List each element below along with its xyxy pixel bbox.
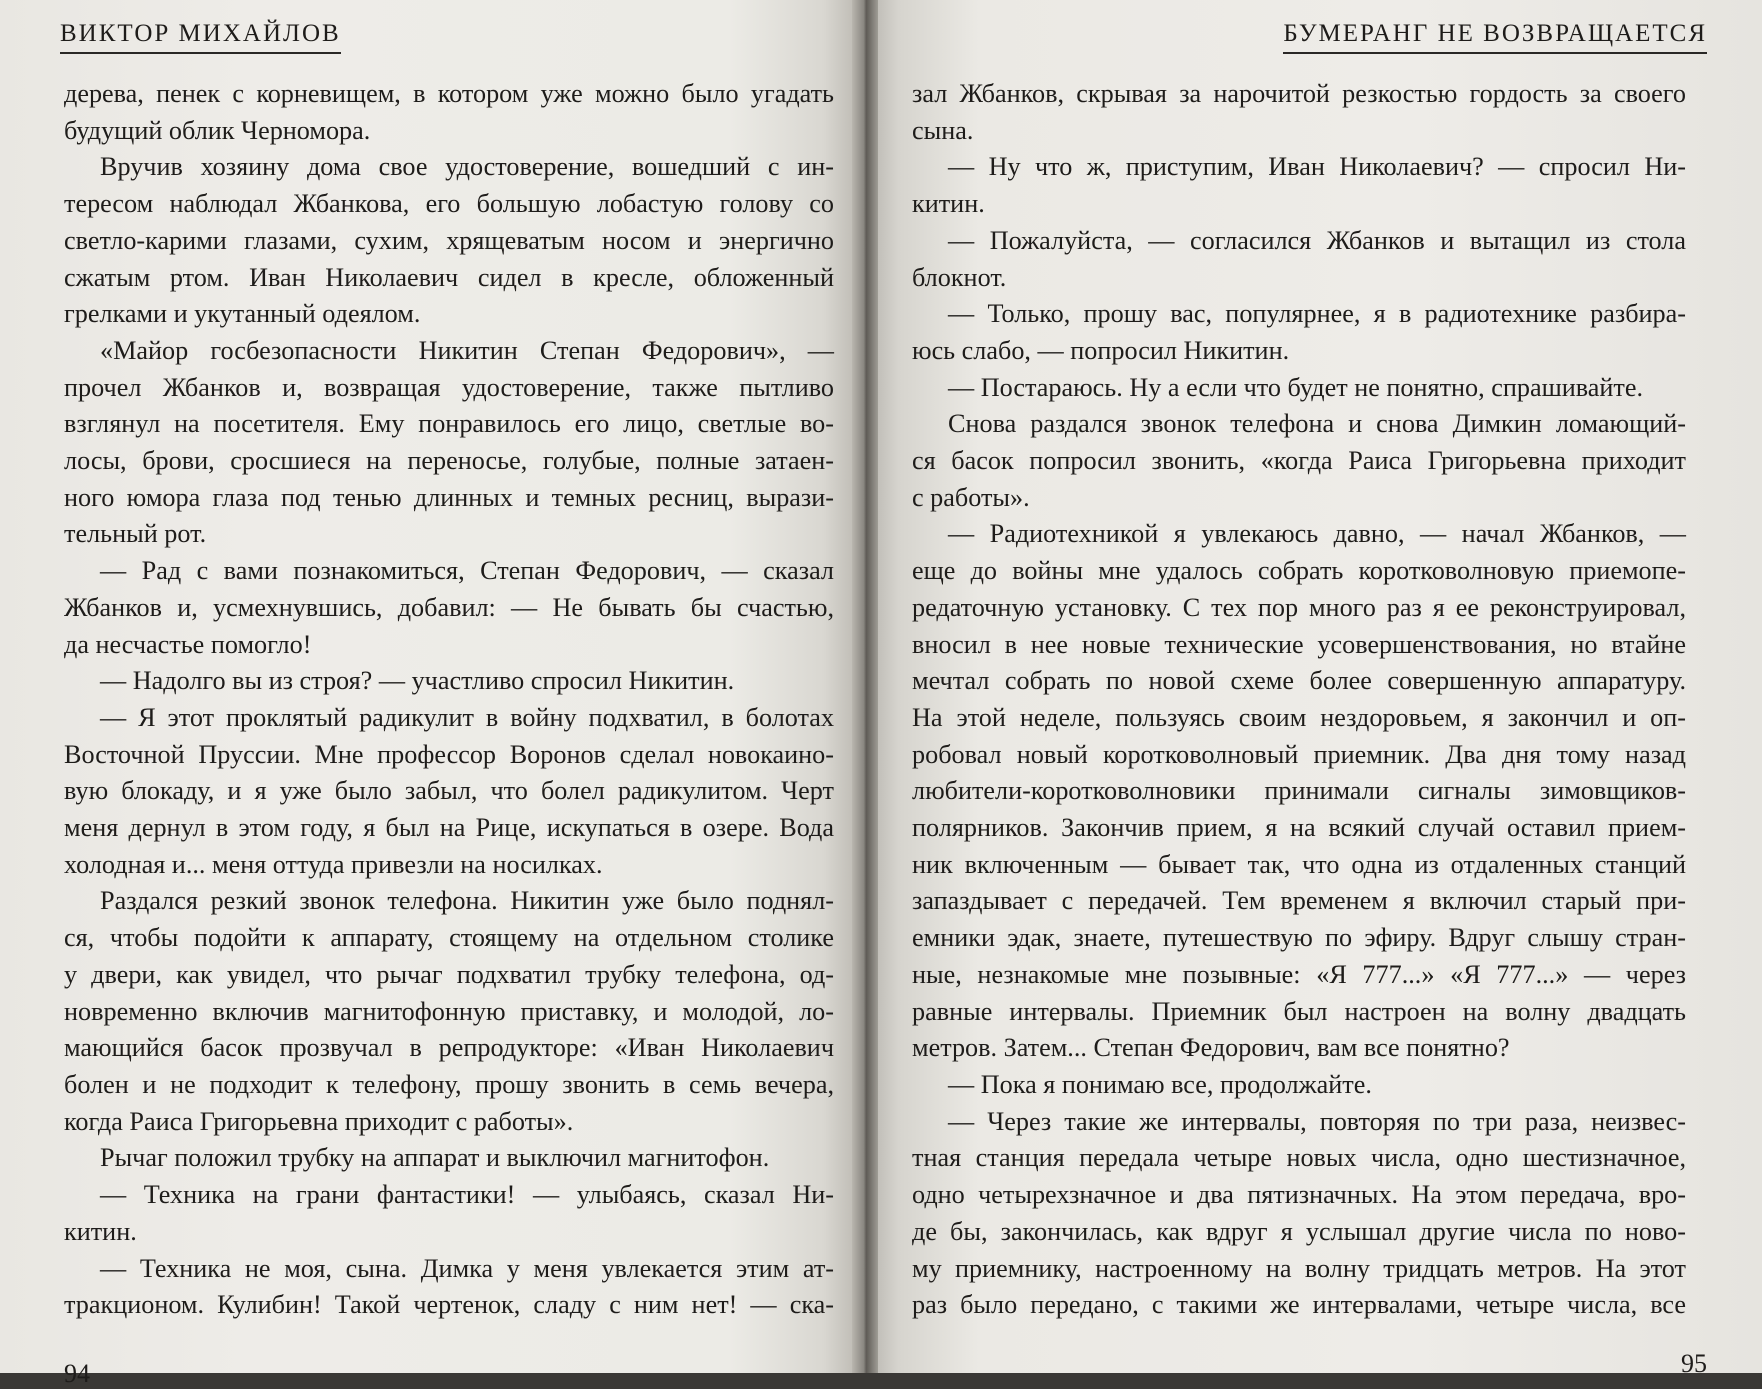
text-line: — Пожалуйста, — согласился Жбанков и вытащил из стола	[948, 225, 1686, 255]
text-line: му приемнику, настроенному на волну тридцать метров. На этот	[912, 1253, 1686, 1283]
text-line: — Постараюсь. Ну а если что будет не понятно, спрашивайте.	[948, 372, 1644, 402]
text-line: сжатым ртом. Иван Николаевич сидел в кресле, обложенный	[64, 262, 834, 292]
text-line: — Пока я понимаю все, продолжайте.	[948, 1069, 1372, 1099]
text-line: Рычаг положил трубку на аппарат и выключил магнитофон.	[100, 1143, 770, 1173]
text-line: да несчастье помогло!	[64, 629, 312, 659]
text-line: редаточную установку. С тех пор много раз я ее реконструировал,	[912, 592, 1686, 622]
text-line: сына.	[912, 115, 974, 145]
text-line: полярников. Закончив прием, я на всякий случай оставил прием-	[912, 813, 1686, 843]
text-line: у двери, как увидел, что рычаг подхватил трубку телефона, од-	[64, 959, 834, 989]
text-line: — Техника на грани фантастики! — улыбаясь, сказал Ни-	[100, 1180, 834, 1210]
text-line: — Только, прошу вас, популярнее, я в радиотехнике разбира-	[948, 299, 1686, 329]
text-line: ные, незнакомые мне позывные: «Я 777...» «Я 777...» — через	[912, 959, 1686, 989]
text-line: лосы, брови, сросшиеся на переносье, голубые, полные затаен-	[64, 446, 834, 476]
text-line: одно четырехзначное и два пятизначных. На этом передача, вро-	[912, 1180, 1686, 1210]
text-line: раз было передано, с такими же интервалами, четыре числа, все	[912, 1290, 1686, 1320]
text-line: китин.	[912, 189, 985, 219]
text-line: тракционом. Кулибин! Такой чертенок, сладу с ним нет! — ска-	[64, 1290, 834, 1320]
text-line: грелками и укутанный одеялом.	[64, 299, 421, 329]
text-line: новременно включив магнитофонную приставку, и молодой, ло-	[64, 996, 834, 1026]
text-line: болен и не подходит к телефону, прошу звонить в семь вечера,	[64, 1069, 834, 1099]
text-line: будущий облик Черномора.	[64, 115, 371, 145]
text-line: Восточной Пруссии. Мне профессор Воронов сделал новокаино-	[64, 739, 834, 769]
text-line: ник включенным — бывает так, что одна из отдаленных станций	[912, 849, 1686, 879]
text-line: де бы, закончилась, как вдруг я услышал другие числа по ново-	[912, 1216, 1686, 1246]
text-line: мечтал собрать по новой схеме более совершенную аппаратуру.	[912, 666, 1686, 696]
text-line: — Ну что ж, приступим, Иван Николаевич? — спросил Ни-	[948, 152, 1686, 182]
text-line: зал Жбанков, скрывая за нарочитой резкостью гордость за своего	[912, 79, 1686, 108]
text-line: На этой неделе, пользуясь своим нездоровьем, я закончил и оп-	[912, 702, 1686, 732]
text-line: холодная и... меня оттуда привезли на носилках.	[64, 849, 603, 879]
text-line: ся, чтобы подойти к аппарату, стоящему на отдельном столике	[64, 923, 834, 953]
right-page-text	[912, 76, 1686, 1324]
text-line: запаздывает с передачей. Тем временем я включил старый при-	[912, 886, 1686, 916]
text-line: «Майор госбезопасности Никитин Степан Федорович», —	[100, 335, 834, 365]
text-line: светло-карими глазами, сухим, хрящеватым носом и энергично	[64, 225, 834, 255]
left-page-number: 94	[64, 1359, 90, 1388]
text-line: меня дернул в этом году, я был на Рице, искупаться в озере. Вода	[64, 813, 834, 843]
text-line: китин.	[64, 1216, 137, 1246]
text-line: Вручив хозяину дома свое удостоверение, вошедший с ин-	[100, 152, 834, 182]
left-running-head: ВИКТОР МИХАЙЛОВ	[60, 20, 341, 54]
text-line: равные интервалы. Приемник был настроен на волну двадцать	[912, 996, 1686, 1026]
text-line: Жбанков и, усмехнувшись, добавил: — Не бывать бы счастью,	[64, 592, 834, 622]
text-line: когда Раиса Григорьевна приходит с работы».	[64, 1106, 574, 1136]
text-line: ного юмора глаза под тенью длинных и темных ресниц, вырази-	[64, 482, 834, 512]
text-line: ся басок попросил звонить, «когда Раиса Григорьевна приходит	[912, 446, 1686, 476]
text-line: — Через такие же интервалы, повторяя по три раза, неизвес-	[948, 1106, 1686, 1136]
text-line: тная станция передала четыре новых числа, одно шестизначное,	[912, 1143, 1686, 1173]
text-line: робовал новый коротковолновый приемник. Два дня тому назад	[912, 739, 1686, 769]
text-line: с работы».	[912, 482, 1030, 512]
text-line: вносил в нее новые технические усовершенствования, но втайне	[912, 629, 1686, 659]
text-line: — Я этот проклятый радикулит в войну подхватил, в болотах	[100, 702, 834, 732]
text-line: любители-коротковолновики принимали сигналы зимовщиков-	[912, 776, 1686, 806]
text-line: — Рад с вами познакомиться, Степан Федорович, — сказал	[100, 556, 834, 586]
text-line: тересом наблюдал Жбанкова, его большую лобастую голову со	[64, 189, 834, 219]
text-line: тельный рот.	[64, 519, 207, 549]
text-line: взглянул на посетителя. Ему понравилось его лицо, светлые во-	[64, 409, 834, 439]
text-line: Раздался резкий звонок телефона. Никитин уже было поднял-	[100, 886, 834, 916]
text-line: — Радиотехникой я увлекаюсь давно, — начал Жбанков, —	[948, 519, 1686, 549]
book-gutter	[852, 0, 878, 1373]
text-line: вую блокаду, и я уже было забыл, что болел радикулитом. Черт	[64, 776, 834, 806]
right-page	[872, 0, 1762, 1378]
left-page	[0, 0, 858, 1388]
right-page-number: 95	[1681, 1349, 1707, 1378]
text-line: Снова раздался звонок телефона и снова Димкин ломающий-	[948, 409, 1686, 439]
text-line: юсь слабо, — попросил Никитин.	[912, 335, 1290, 365]
text-line: мающийся басок прозвучал в репродукторе: «Иван Николаевич	[64, 1033, 834, 1063]
text-line: дерева, пенек с корневищем, в котором уже можно было угадать	[64, 79, 834, 108]
text-line: метров. Затем... Степан Федорович, вам все понятно?	[912, 1033, 1510, 1063]
text-line: — Надолго вы из строя? — участливо спросил Никитин.	[100, 666, 735, 696]
text-line: — Техника не моя, сына. Димка у меня увлекается этим ат-	[100, 1253, 834, 1283]
text-line: прочел Жбанков и, возвращая удостоверение, также пытливо	[64, 372, 834, 402]
text-line: блокнот.	[912, 262, 1007, 292]
text-line: еще до войны мне удалось собрать коротковолновую приемопе-	[912, 556, 1686, 586]
right-running-head: БУМЕРАНГ НЕ ВОЗВРАЩАЕТСЯ	[1283, 20, 1707, 54]
text-line: емники эдак, знаете, путешествую по эфиру. Вдруг слышу стран-	[912, 923, 1686, 953]
left-page-text	[64, 76, 834, 1324]
